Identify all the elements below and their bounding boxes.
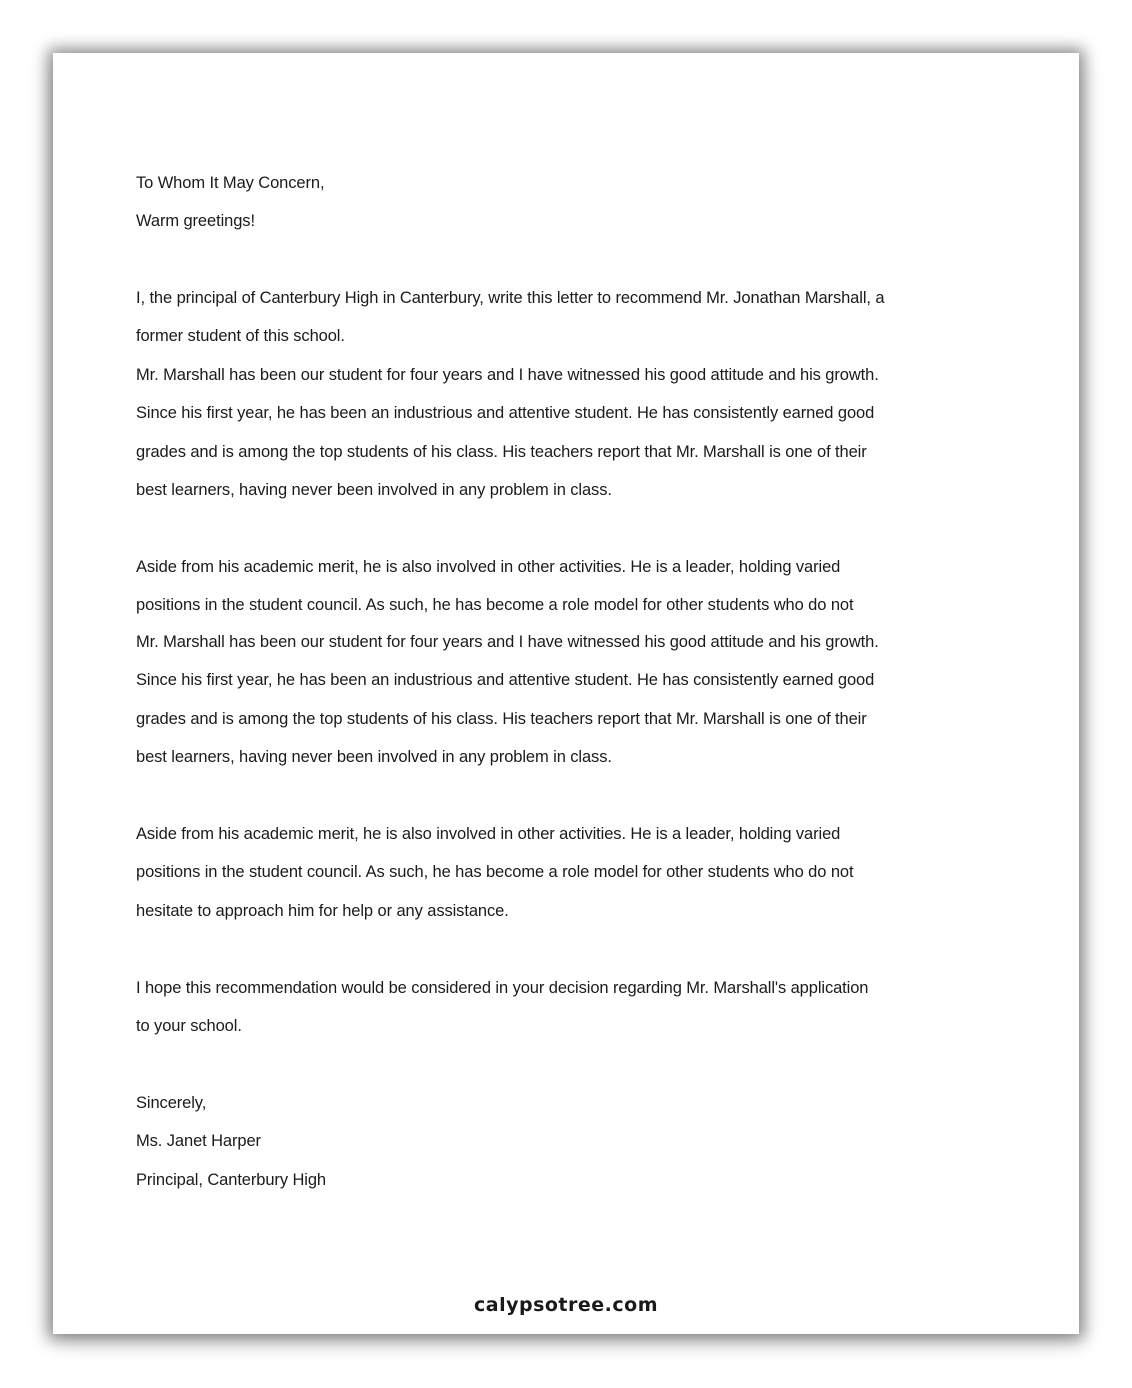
body-line: hesitate to approach him for help or any assistance. <box>136 902 509 920</box>
body-line: to your school. <box>136 1017 242 1035</box>
body-line: best learners, having never been involved in any problem in class. <box>136 481 612 499</box>
body-line: best learners, having never been involved in any problem in class. <box>136 748 612 766</box>
body-line: grades and is among the top students of his class. His teachers report that Mr. Marshall is one of their <box>136 443 867 461</box>
body-line: Aside from his academic merit, he is also involved in other activities. He is a leader, holding varied <box>136 825 841 843</box>
body-line: Aside from his academic merit, he is also involved in other activities. He is a leader, holding varied <box>136 558 841 576</box>
body-line: I, the principal of Canterbury High in Canterbury, write this letter to recommend Mr. Jonathan Marshall, a <box>136 289 885 307</box>
body-line: positions in the student council. As such, he has become a role model for other students who do not <box>136 863 854 881</box>
body-line: Since his first year, he has been an industrious and attentive student. He has consistently earned good <box>136 404 875 422</box>
body-line: Since his first year, he has been an industrious and attentive student. He has consistently earned good <box>136 671 875 689</box>
greeting: Warm greetings! <box>136 212 255 230</box>
salutation: To Whom It May Concern, <box>136 174 325 192</box>
signer-title: Principal, Canterbury High <box>136 1171 326 1189</box>
body-line: former student of this school. <box>136 327 345 345</box>
body-line: I hope this recommendation would be considered in your decision regarding Mr. Marshall's application <box>136 979 869 997</box>
body-line: positions in the student council. As such, he has become a role model for other students who do not <box>136 596 854 614</box>
body-line: grades and is among the top students of his class. His teachers report that Mr. Marshall is one of their <box>136 710 867 728</box>
body-line: Mr. Marshall has been our student for four years and I have witnessed his good attitude and his growth. <box>136 633 879 651</box>
body-line: Mr. Marshall has been our student for four years and I have witnessed his good attitude and his growth. <box>136 366 879 384</box>
closing: Sincerely, <box>136 1094 207 1112</box>
signer-name: Ms. Janet Harper <box>136 1132 261 1150</box>
letter-page <box>53 53 1079 1334</box>
watermark: calypsotree.com <box>473 1294 658 1316</box>
